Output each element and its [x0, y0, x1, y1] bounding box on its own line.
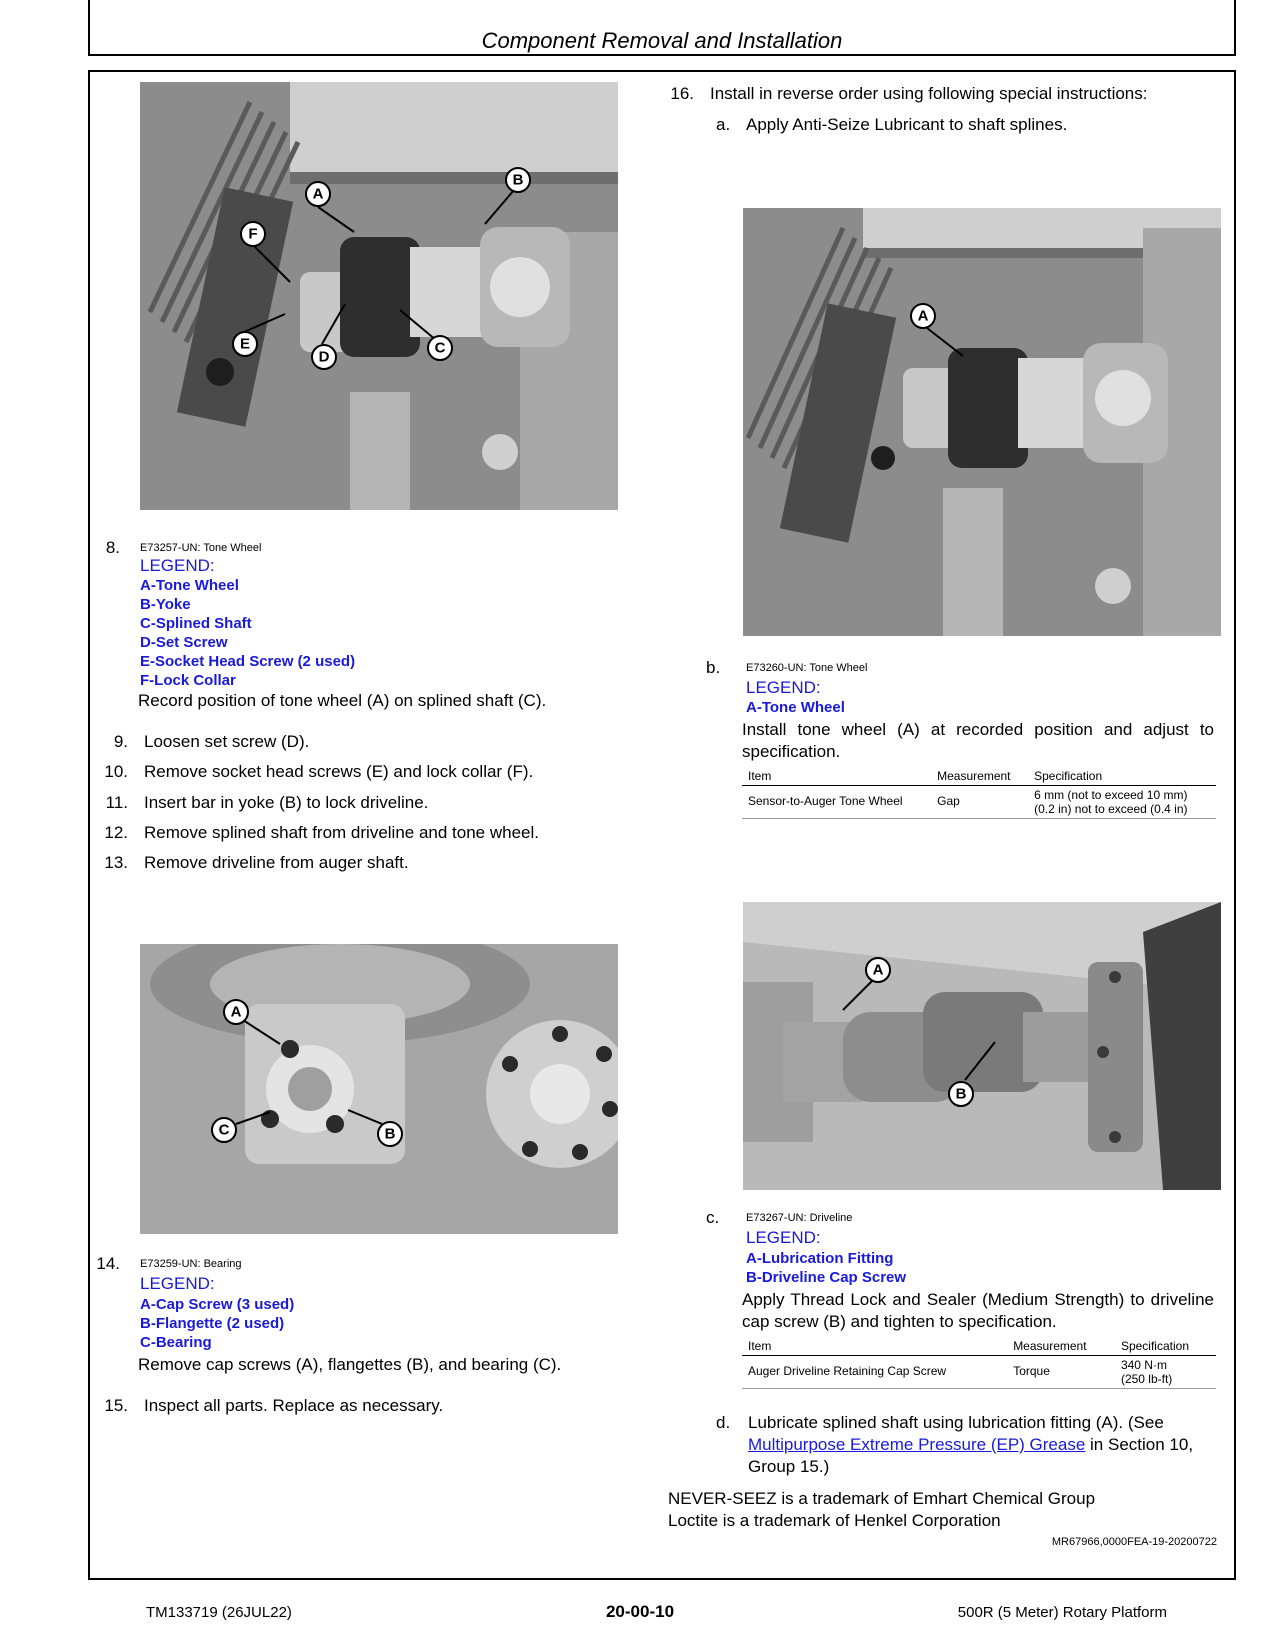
svg-text:C: C [218, 1121, 230, 1139]
step-number: 13. [104, 853, 128, 872]
trademark-note: NEVER-SEEZ is a trademark of Emhart Chemical Group [668, 1489, 1096, 1508]
table-header: Item [742, 767, 931, 786]
substep-text: Install tone wheel (A) at recorded position and adjust to specification. [742, 720, 1214, 761]
svg-text:D: D [318, 348, 330, 366]
step-number: 15. [104, 1396, 128, 1415]
step-number: 16. [670, 84, 694, 103]
svg-text:A: A [917, 307, 929, 325]
page-number: 20-00-10 [605, 1602, 675, 1621]
figure-caption: E73260-UN: Tone Wheel [746, 662, 868, 674]
trademark-note: Loctite is a trademark of Henkel Corporation [668, 1511, 1001, 1530]
figure-bearing-removal [140, 944, 618, 1234]
table-header: Measurement [1007, 1337, 1115, 1356]
step-text: Inspect all parts. Replace as necessary. [144, 1396, 444, 1415]
legend-item: B-Yoke [140, 596, 191, 613]
table-header: Specification [1028, 767, 1216, 786]
legend-item: F-Lock Collar [140, 672, 236, 689]
table-header: Specification [1115, 1337, 1216, 1356]
table-cell: Sensor-to-Auger Tone Wheel [742, 786, 931, 819]
substep-letter: d. [716, 1413, 731, 1432]
step-number: 11. [105, 793, 128, 812]
spec-value-metric: 340 N·m [1120, 1358, 1167, 1372]
svg-text:A: A [230, 1003, 242, 1021]
substep-letter: a. [716, 115, 731, 134]
step-number: 10. [104, 762, 128, 781]
step-number: 8. [105, 538, 120, 557]
svg-text:C: C [434, 339, 446, 357]
step-text: Record position of tone wheel (A) on splined shaft (C). [138, 691, 547, 710]
figure-caption: E73259-UN: Bearing [140, 1258, 242, 1270]
substep-letter: b. [706, 658, 721, 677]
footer-manual-id: TM133719 (26JUL22) [146, 1604, 292, 1621]
legend-item: A-Tone Wheel [746, 699, 845, 716]
svg-text:E: E [239, 335, 251, 353]
step-number: 9. [113, 732, 128, 751]
legend-title: LEGEND: [140, 1274, 215, 1293]
table-header: Item [742, 1337, 1007, 1356]
svg-text:B: B [955, 1085, 967, 1103]
legend-item: E-Socket Head Screw (2 used) [140, 653, 356, 670]
svg-text:A: A [312, 185, 324, 203]
table-cell [1115, 1356, 1216, 1389]
legend-item: C-Bearing [140, 1334, 212, 1351]
step-text: Loosen set screw (D). [144, 732, 310, 751]
svg-text:B: B [384, 1125, 396, 1143]
table-cell: Torque [1007, 1356, 1115, 1389]
step-number: 14. [96, 1254, 120, 1273]
document-id: MR67966,0000FEA-19-20200722 [1051, 1536, 1217, 1548]
substep-letter: c. [706, 1208, 720, 1227]
legend-item: A-Cap Screw (3 used) [140, 1296, 295, 1313]
legend-item: A-Lubrication Fitting [746, 1250, 894, 1267]
step-text: Install in reverse order using following special instructions: [710, 84, 1148, 103]
svg-text:F: F [248, 225, 258, 243]
legend-title: LEGEND: [746, 678, 821, 697]
legend-item: B-Driveline Cap Screw [746, 1269, 907, 1286]
figure-tone-wheel-removal [140, 82, 618, 510]
step-number: 12. [104, 823, 128, 842]
table-cell: Auger Driveline Retaining Cap Screw [742, 1356, 1007, 1389]
spec-table-gap [742, 767, 1216, 819]
figure-tone-wheel-install [743, 208, 1221, 636]
substep-text-after: in Section 10, Group 15.) [748, 1435, 1194, 1476]
table-header: Measurement [931, 767, 1028, 786]
spec-value-metric: 6 mm (not to exceed 10 mm) [1034, 788, 1188, 802]
page-title: Component Removal and Installation [481, 28, 843, 53]
step-text: Remove driveline from auger shaft. [144, 853, 409, 872]
step-text: Remove cap screws (A), flangettes (B), and bearing (C). [138, 1355, 562, 1374]
figure-caption: E73257-UN: Tone Wheel [140, 542, 262, 554]
step-text: Insert bar in yoke (B) to lock driveline. [144, 793, 429, 812]
step-text: Remove splined shaft from driveline and tone wheel. [144, 823, 539, 842]
legend-item: A-Tone Wheel [140, 577, 239, 594]
grease-spec-link[interactable]: Multipurpose Extreme Pressure (EP) Grease [748, 1435, 1086, 1454]
svg-text:A: A [872, 961, 884, 979]
substep-text-before: Lubricate splined shaft using lubrication fitting (A). (See [748, 1413, 1164, 1432]
svg-text:B: B [512, 171, 524, 189]
table-cell: Gap [931, 786, 1028, 819]
figure-caption: E73267-UN: Driveline [746, 1212, 853, 1224]
legend-title: LEGEND: [140, 556, 215, 575]
figure-driveline [743, 902, 1221, 1190]
legend-item: D-Set Screw [140, 634, 228, 651]
substep-text: Apply Anti-Seize Lubricant to shaft splines. [746, 115, 1068, 134]
footer-machine-name: 500R (5 Meter) Rotary Platform [957, 1604, 1167, 1621]
spec-table-torque [742, 1337, 1216, 1389]
substep-text [748, 1412, 1214, 1478]
table-cell [1028, 786, 1216, 819]
spec-value-imperial: (0.2 in) not to exceed (0.4 in) [1034, 802, 1188, 816]
spec-value-imperial: (250 lb-ft) [1120, 1372, 1173, 1386]
legend-item: B-Flangette (2 used) [140, 1315, 285, 1332]
legend-title: LEGEND: [746, 1228, 821, 1247]
substep-text: Apply Thread Lock and Sealer (Medium Strength) to driveline cap screw (B) and tighten to specification. [742, 1290, 1214, 1331]
step-text: Remove socket head screws (E) and lock collar (F). [144, 762, 534, 781]
legend-item: C-Splined Shaft [140, 615, 252, 632]
